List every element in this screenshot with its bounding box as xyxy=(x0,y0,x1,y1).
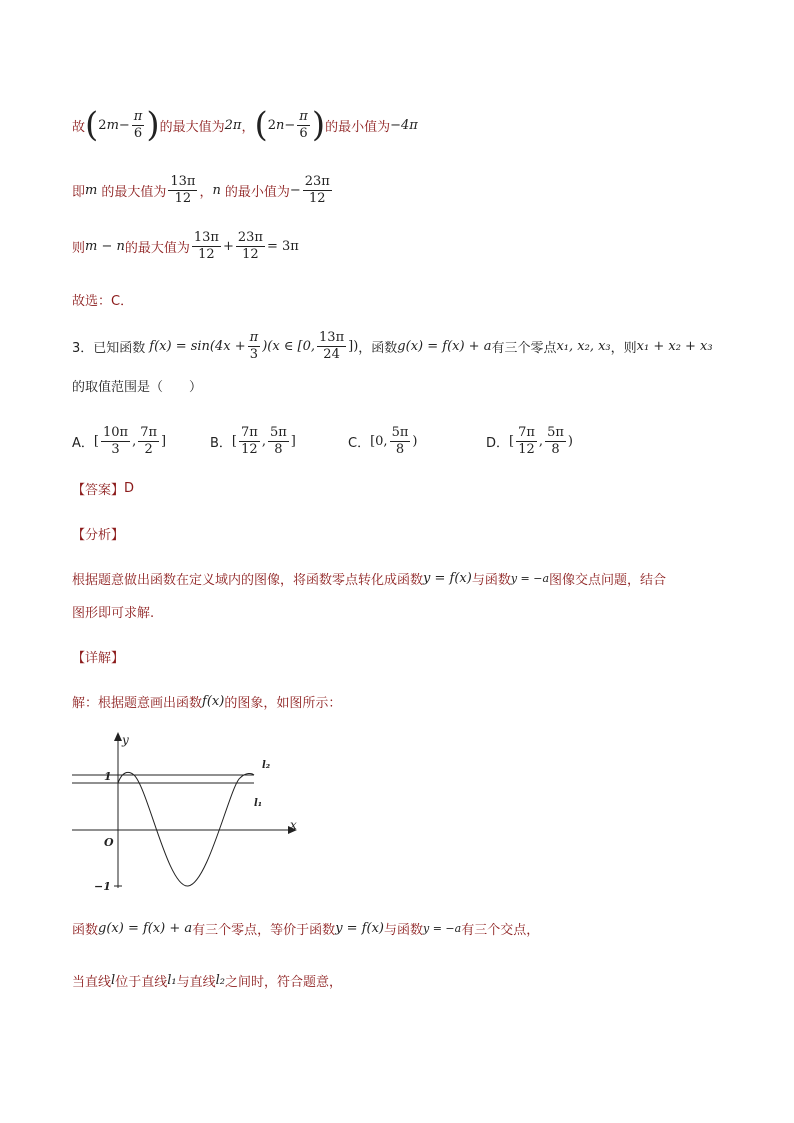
frac-den: 6 xyxy=(299,125,308,141)
y-axis-label: y xyxy=(122,733,129,747)
sine-curve xyxy=(118,772,254,886)
conclusion-text-2: 有三个零点，等价于函数 xyxy=(192,923,336,938)
option-close: ] xyxy=(290,434,296,449)
paren-close: ) xyxy=(146,105,160,145)
option-label: A． xyxy=(72,436,94,451)
text-ji: 即 xyxy=(72,185,86,200)
neg-one-label: −1 xyxy=(94,880,111,893)
zeros-expr: x₁, x₂, x₃ xyxy=(556,339,611,354)
conclusion2-text-2: 位于直线 xyxy=(115,975,168,990)
option-d[interactable]: D． [ $\frac{7\pi}{12}$ , $\frac{5\pi}{8}$ ) xyxy=(486,425,573,457)
option-label: D． xyxy=(486,436,510,451)
expr-2b: 2 xyxy=(267,117,277,133)
frac-den: 12 xyxy=(198,247,215,262)
option-b[interactable]: B． [ $\frac{7\pi}{12}$ , $\frac{5\pi}{8}$ ] xyxy=(210,425,296,457)
question-3-line-1 xyxy=(72,330,713,363)
expr-2: 2 xyxy=(98,117,107,133)
domain-close: ]) xyxy=(348,339,359,354)
analysis-math-1: y = f(x) xyxy=(423,571,472,586)
previous-choice-text: 故选：C． xyxy=(72,294,134,309)
value-2pi: 2π xyxy=(224,117,242,133)
frac-num: 7π xyxy=(140,425,158,440)
text-ze: 则 xyxy=(72,241,86,256)
origin-label: O xyxy=(104,836,114,849)
minus: − xyxy=(118,117,130,133)
option-label: C． xyxy=(348,436,371,451)
text-three-zeros: 有三个零点 xyxy=(491,341,557,356)
frac-num: 13π xyxy=(170,174,196,189)
conclusion2-text-1: 当直线 xyxy=(72,975,112,990)
analysis-math-2: y = −a xyxy=(510,572,550,585)
detail-line-1 xyxy=(72,692,341,711)
fraction-13pi-12 xyxy=(168,174,197,207)
frac-den: 8 xyxy=(551,442,560,457)
paren-open: ( xyxy=(85,105,99,145)
domain-open: )(x ∈ [0, xyxy=(262,339,316,354)
frac-den: 3 xyxy=(249,347,259,362)
text-max: 的最大值为 xyxy=(101,185,167,200)
line-l: l xyxy=(111,973,116,988)
frac-den: 12 xyxy=(174,191,192,206)
text-function: ，函数 xyxy=(358,341,398,356)
analysis-tag-text: 【分析】 xyxy=(72,528,125,543)
solution-line-3 xyxy=(72,230,299,263)
option-close: ) xyxy=(412,434,418,449)
frac-den: 12 xyxy=(242,247,259,262)
detail-text-2: 的图象，如图所示： xyxy=(224,696,342,711)
text-min: 的最小值为 xyxy=(325,119,391,135)
expr-m-minus-n: m − n xyxy=(85,239,125,254)
option-open: [ xyxy=(93,434,99,449)
solution-line-2 xyxy=(72,174,334,207)
frac-den: 12 xyxy=(518,442,535,457)
comma: ， xyxy=(241,119,255,135)
conclusion-line-1 xyxy=(72,919,539,938)
frac-num: 5π xyxy=(547,425,564,440)
var-m: m xyxy=(106,117,119,133)
minus-2: − xyxy=(284,117,296,133)
question-range-text: 的取值范围是（ ） xyxy=(72,380,203,395)
text-max: 的最大值为 xyxy=(159,119,225,135)
option-close: ) xyxy=(567,434,573,449)
frac-num: 13π xyxy=(319,330,345,345)
x-axis-label: x xyxy=(290,818,297,832)
text-gu: 故 xyxy=(72,119,86,135)
frac-den: 6 xyxy=(133,125,143,141)
conclusion-text-3: 与函数 xyxy=(383,923,423,938)
option-open: [ xyxy=(231,434,237,449)
previous-choice xyxy=(72,290,133,309)
frac-num: 7π xyxy=(518,425,535,440)
fraction-23pi-12 xyxy=(236,230,265,263)
y-axis-arrow xyxy=(114,732,122,741)
conclusion-math-1: g(x) = f(x) + a xyxy=(98,921,193,936)
fraction-13pi-12 xyxy=(192,230,221,263)
function-graph xyxy=(68,728,308,898)
frac-num: π xyxy=(299,108,308,124)
frac-den: 8 xyxy=(274,442,283,457)
option-open: [ xyxy=(509,434,515,449)
minus: − xyxy=(289,183,301,198)
line-l2-ref: l₂ xyxy=(215,973,225,988)
frac-num: 23π xyxy=(304,174,330,189)
option-a[interactable]: A． [ $\frac{10\pi}{3}$ , $\frac{7\pi}{2}$ ] xyxy=(72,425,167,457)
answer-tag: 【答案】 xyxy=(72,483,125,498)
option-c[interactable] xyxy=(348,425,417,458)
analysis-text-2: 与函数 xyxy=(471,573,511,588)
conclusion-line-2 xyxy=(72,971,342,990)
frac-den: 3 xyxy=(111,442,120,457)
fraction-pi-6 xyxy=(132,109,145,142)
option-frac-1 xyxy=(516,425,537,458)
option-frac-2 xyxy=(268,425,289,458)
frac-num: 5π xyxy=(269,425,287,440)
question-3-line-2 xyxy=(72,376,202,395)
option-label: B． xyxy=(210,436,232,451)
frac-num: π xyxy=(249,330,259,345)
detail-tag xyxy=(72,647,124,666)
sum-expr: x₁ + x₂ + x₃ xyxy=(636,339,713,354)
text-max: 的最大值为 xyxy=(124,241,190,256)
frac-den: 12 xyxy=(309,191,326,206)
frac-den: 12 xyxy=(241,442,258,457)
option-frac-1 xyxy=(101,425,130,458)
frac-num: 7π xyxy=(241,425,258,440)
analysis-tag xyxy=(72,524,124,543)
option-frac-2 xyxy=(545,425,566,458)
analysis-text-3: 图像交点问题，结合 xyxy=(549,573,667,588)
question-number: 3．已知函数 xyxy=(72,341,146,356)
paren-close-2: ) xyxy=(311,105,326,145)
l1-label: l₁ xyxy=(254,798,263,809)
frac-den: 8 xyxy=(395,442,405,457)
fx-expr: f(x) = sin(4x + xyxy=(149,339,246,354)
conclusion2-text-4: 之间时，符合题意， xyxy=(224,975,342,990)
plus: + xyxy=(222,239,234,254)
paren-open-2: ( xyxy=(254,105,268,145)
var-m: m xyxy=(85,183,98,198)
frac-num: 10π xyxy=(102,425,129,440)
equals-3pi: = 3π xyxy=(266,239,299,254)
option-frac-2 xyxy=(138,425,159,458)
var-n: n xyxy=(276,117,285,133)
analysis-line-1 xyxy=(72,569,666,588)
line-l1-ref: l₁ xyxy=(167,973,177,988)
value-neg4pi: −4π xyxy=(390,117,418,133)
frac-den: 24 xyxy=(323,347,340,362)
conclusion-text-4: 有三个交点， xyxy=(461,923,540,938)
analysis-text-4: 图形即可求解. xyxy=(72,606,155,621)
option-frac-1 xyxy=(239,425,260,458)
conclusion-text-1: 函数 xyxy=(72,923,99,938)
answer-line xyxy=(72,479,134,498)
analysis-line-2 xyxy=(72,602,154,621)
detail-math-1: f(x) xyxy=(202,694,225,709)
frac-num: 5π xyxy=(391,425,409,440)
fraction-13pi-24 xyxy=(317,330,346,363)
option-open: [0, xyxy=(370,434,388,449)
detail-tag-text: 【详解】 xyxy=(72,651,125,666)
solution-line-1 xyxy=(72,105,418,145)
answer-value: D xyxy=(124,481,135,496)
fraction-pi-6-b xyxy=(297,109,310,142)
detail-text-1: 解：根据题意画出函数 xyxy=(72,696,203,711)
frac-num: π xyxy=(133,108,143,124)
text-then: ，则 xyxy=(610,341,637,356)
option-frac-2 xyxy=(390,425,411,458)
fraction-23pi-12 xyxy=(303,174,332,207)
fraction-pi-3 xyxy=(248,330,261,363)
text-min: 的最小值为 xyxy=(224,185,290,200)
conclusion2-text-3: 与直线 xyxy=(176,975,216,990)
l2-label: l₂ xyxy=(262,760,271,771)
one-label: 1 xyxy=(104,770,112,783)
var-n: n xyxy=(212,183,221,198)
comma: ， xyxy=(199,185,213,200)
frac-num: 23π xyxy=(237,230,263,245)
option-close: ] xyxy=(161,434,167,449)
analysis-text-1: 根据题意做出函数在定义域内的图像，将函数零点转化成函数 xyxy=(72,573,424,588)
conclusion-math-3: y = −a xyxy=(423,922,462,935)
gx-expr: g(x) = f(x) + a xyxy=(397,339,492,354)
frac-den: 2 xyxy=(144,442,153,457)
conclusion-math-2: y = f(x) xyxy=(335,921,384,936)
frac-num: 13π xyxy=(193,230,219,245)
